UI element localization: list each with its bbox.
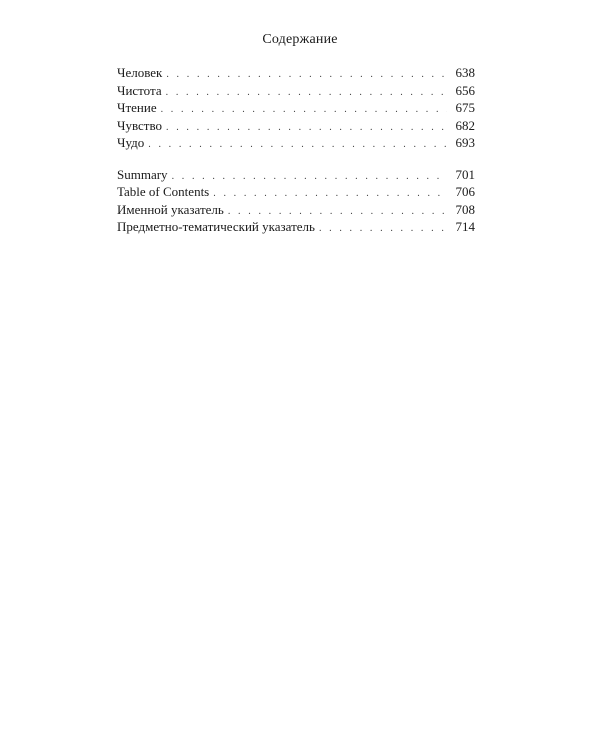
toc-entry-title: Предметно-тематический указатель — [117, 219, 315, 234]
toc-entry-page: 693 — [455, 135, 475, 150]
toc-entry[interactable] — [117, 218, 475, 236]
toc-entry-title: Чтение — [117, 100, 157, 115]
toc-leader-dots — [319, 220, 447, 238]
toc-leader-dots — [148, 136, 447, 154]
toc-leader-dots — [213, 185, 447, 203]
toc-entry[interactable] — [117, 201, 475, 219]
toc-entry[interactable] — [117, 82, 475, 100]
toc-leader-dots — [166, 119, 447, 137]
toc-group-main — [117, 64, 475, 152]
toc-leader-dots — [161, 101, 447, 119]
toc-entry-title: Именной указатель — [117, 201, 224, 217]
toc-entry[interactable] — [117, 183, 475, 201]
toc-entry-page: 638 — [455, 65, 475, 80]
toc-entry[interactable] — [117, 64, 475, 82]
toc-entry[interactable] — [117, 99, 475, 117]
toc-entry-page: 708 — [455, 201, 475, 217]
toc-leader-dots — [166, 84, 447, 102]
toc-entry-title: Чудо — [117, 135, 145, 150]
toc-entry-title: Человек — [117, 65, 163, 80]
toc-entry-title: Table of Contents — [117, 184, 210, 199]
toc-entry-page: 701 — [455, 166, 475, 182]
toc-entry[interactable] — [117, 166, 475, 184]
toc-entry[interactable] — [117, 117, 475, 135]
toc-entry-page: 675 — [455, 100, 475, 115]
toc-group-appendix — [117, 166, 475, 236]
toc-leader-dots — [166, 66, 447, 84]
page-title: Содержание — [262, 32, 338, 47]
toc-entry-title: Чистота — [117, 82, 162, 98]
toc-entry-page: 714 — [455, 219, 475, 234]
toc-entry-page: 706 — [455, 184, 475, 199]
table-of-contents — [117, 64, 475, 236]
toc-entry-title: Summary — [117, 166, 168, 182]
toc-entry-page: 656 — [455, 82, 475, 98]
toc-entry-title: Чувство — [117, 117, 163, 133]
toc-entry[interactable] — [117, 134, 475, 152]
toc-entry-page: 682 — [455, 117, 475, 133]
